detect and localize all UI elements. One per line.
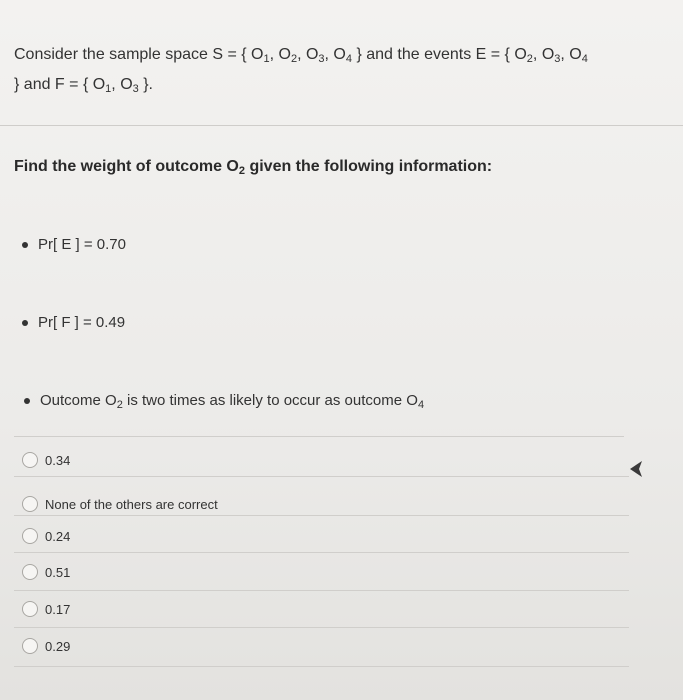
radio-button[interactable] xyxy=(22,638,38,654)
bullet-icon xyxy=(22,320,28,326)
subscript: 1 xyxy=(263,53,270,65)
bullet-item xyxy=(22,236,126,253)
subscript: 3 xyxy=(318,53,325,65)
question-part: , O xyxy=(269,46,291,63)
radio-button[interactable] xyxy=(22,496,38,512)
bullet-icon xyxy=(24,398,30,404)
choice-label: 0.29 xyxy=(45,638,71,654)
choice-label: 0.51 xyxy=(45,564,71,580)
radio-button[interactable] xyxy=(22,601,38,617)
subscript: 4 xyxy=(417,399,425,411)
choice-label: 0.34 xyxy=(45,452,71,468)
choice-separator xyxy=(14,552,629,553)
bullet-item xyxy=(22,314,125,331)
choice-label: 0.24 xyxy=(45,528,71,544)
radio-button[interactable] xyxy=(22,528,38,544)
question-part: } and the events E = { O xyxy=(352,46,527,63)
question-part: , O xyxy=(532,46,555,63)
subscript: 2 xyxy=(290,53,298,65)
question-part: , O xyxy=(297,46,319,63)
section-divider xyxy=(0,125,683,126)
question-part: , O xyxy=(111,76,133,93)
mouse-cursor-icon xyxy=(628,459,646,479)
question-part: }. xyxy=(138,76,153,93)
instruction-part: Find the weight of outcome O xyxy=(14,158,239,175)
answer-choice-3[interactable] xyxy=(22,554,632,590)
subscript: 1 xyxy=(105,83,112,95)
choice-separator xyxy=(14,666,629,667)
question-part: , O xyxy=(324,46,346,63)
choice-separator xyxy=(14,436,624,437)
choice-label: None of the others are correct xyxy=(45,496,218,512)
instruction-part: given the following information: xyxy=(245,158,493,175)
answer-choice-5[interactable] xyxy=(22,628,632,664)
bullet-text: Pr[ F ] = 0.49 xyxy=(38,314,126,331)
bullet-text: is two times as likely to occur as outcome O xyxy=(122,392,418,409)
radio-button[interactable] xyxy=(22,564,38,580)
choice-label: 0.17 xyxy=(45,601,71,617)
bullet-text: Outcome O xyxy=(40,392,117,409)
bullet-text: Pr[ E ] = 0.70 xyxy=(38,236,126,253)
bullet-item xyxy=(24,392,424,409)
answer-choice-2[interactable] xyxy=(22,518,632,554)
subscript: 4 xyxy=(581,53,588,65)
instruction-text xyxy=(14,158,492,176)
question-part: , O xyxy=(560,46,582,63)
choice-separator xyxy=(14,476,629,477)
subscript: 2 xyxy=(116,399,123,411)
subscript: 4 xyxy=(345,53,352,65)
subscript: 3 xyxy=(554,53,561,65)
choice-separator xyxy=(14,515,629,516)
answer-choice-4[interactable] xyxy=(22,591,632,627)
subscript: 2 xyxy=(526,53,533,65)
question-part: } and F = { O xyxy=(14,76,106,93)
subscript: 2 xyxy=(238,165,245,177)
radio-button[interactable] xyxy=(22,452,38,468)
question-text xyxy=(14,40,674,100)
question-part: Consider the sample space S = { O xyxy=(14,46,264,63)
answer-choice-1[interactable] xyxy=(22,486,632,522)
answer-choice-0[interactable] xyxy=(22,442,632,478)
subscript: 3 xyxy=(132,83,139,95)
bullet-icon xyxy=(22,242,28,248)
